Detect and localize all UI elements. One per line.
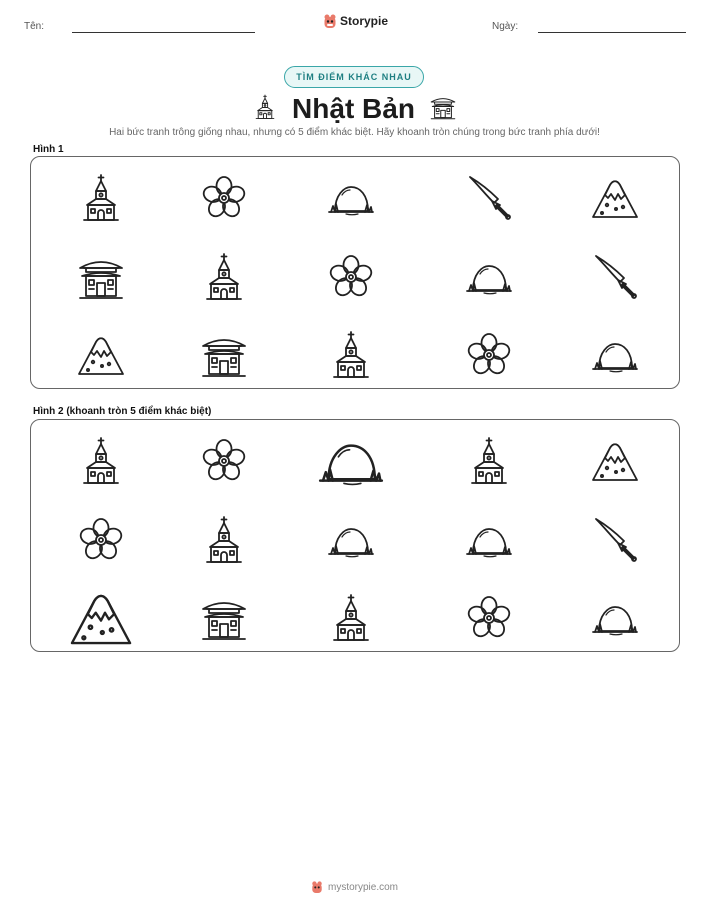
footer-url[interactable]: mystorypie.com (327, 881, 398, 893)
flower-icon (199, 436, 249, 486)
picture-cell[interactable] (453, 582, 525, 654)
picture-cell (65, 319, 137, 391)
picture-cell[interactable] (188, 425, 260, 497)
church-icon (326, 593, 376, 643)
name-field[interactable] (72, 32, 255, 33)
picture-cell (579, 241, 651, 313)
flower-icon (199, 173, 249, 223)
mountain-icon (590, 436, 640, 486)
church-icon (199, 515, 249, 565)
church-icon (326, 330, 376, 380)
picture-cell[interactable] (188, 504, 260, 576)
picture-cell[interactable] (315, 504, 387, 576)
flower-icon (464, 593, 514, 643)
picture-cell[interactable] (579, 582, 651, 654)
picture-2-panel[interactable] (30, 419, 680, 652)
rock-icon (590, 330, 640, 380)
picture-cell[interactable] (65, 425, 137, 497)
panel1-label: Hình 1 (33, 144, 64, 155)
page-title: Nhật Bản (292, 93, 415, 124)
picture-cell[interactable] (315, 425, 387, 497)
rock-icon (326, 515, 376, 565)
picture-cell (579, 319, 651, 391)
instructions-text: Hai bức tranh trông giống nhau, nhưng có 5 điểm khác biệt. Hãy khoanh tròn chúng trong bức tranh phía dưới! (109, 127, 600, 138)
brand-name: Storypie (340, 14, 389, 28)
picture-cell (315, 319, 387, 391)
picture-cell[interactable] (453, 425, 525, 497)
name-label: Tên: (24, 21, 45, 32)
picture-cell (315, 241, 387, 313)
flower-icon (76, 515, 126, 565)
church-icon (464, 436, 514, 486)
picture-cell[interactable] (65, 504, 137, 576)
picture-cell[interactable] (65, 582, 137, 654)
footer (0, 880, 709, 894)
storypie-mascot-icon (323, 13, 337, 29)
sword-icon (590, 252, 640, 302)
picture-cell (65, 241, 137, 313)
picture-cell (188, 319, 260, 391)
storypie-mascot-icon (311, 880, 323, 894)
picture-cell (188, 162, 260, 234)
temple-icon (199, 593, 249, 643)
temple-icon (429, 93, 457, 126)
mountain-icon (76, 330, 126, 380)
activity-badge: TÌM ĐIỂM KHÁC NHAU (284, 66, 424, 88)
temple-icon (429, 93, 457, 121)
church-icon (252, 94, 278, 120)
picture-cell (188, 241, 260, 313)
church-icon (199, 252, 249, 302)
picture-cell[interactable] (188, 582, 260, 654)
rock-icon (590, 593, 640, 643)
picture-1-panel (30, 156, 680, 389)
picture-cell (579, 162, 651, 234)
brand-logo (323, 13, 388, 29)
panel2-label: Hình 2 (khoanh tròn 5 điểm khác biệt) (33, 406, 212, 417)
picture-cell (65, 162, 137, 234)
picture-cell[interactable] (453, 504, 525, 576)
page-title-row (200, 90, 509, 128)
picture-cell[interactable] (315, 582, 387, 654)
picture-cell (453, 319, 525, 391)
flower-icon (464, 330, 514, 380)
temple-icon (199, 330, 249, 380)
date-field[interactable] (538, 32, 686, 33)
rock-icon (326, 173, 376, 223)
sword-icon (590, 515, 640, 565)
temple-icon (76, 252, 126, 302)
rock-icon (316, 426, 386, 496)
rock-icon (464, 515, 514, 565)
picture-cell[interactable] (579, 504, 651, 576)
picture-cell[interactable] (579, 425, 651, 497)
sword-icon (464, 173, 514, 223)
picture-cell (315, 162, 387, 234)
church-icon (76, 436, 126, 486)
picture-cell (453, 241, 525, 313)
picture-cell (453, 162, 525, 234)
flower-icon (326, 252, 376, 302)
mountain-icon (590, 173, 640, 223)
church-icon (76, 173, 126, 223)
date-label: Ngày: (492, 21, 519, 32)
rock-icon (464, 252, 514, 302)
church-icon (252, 94, 278, 125)
mountain-icon (68, 585, 134, 651)
